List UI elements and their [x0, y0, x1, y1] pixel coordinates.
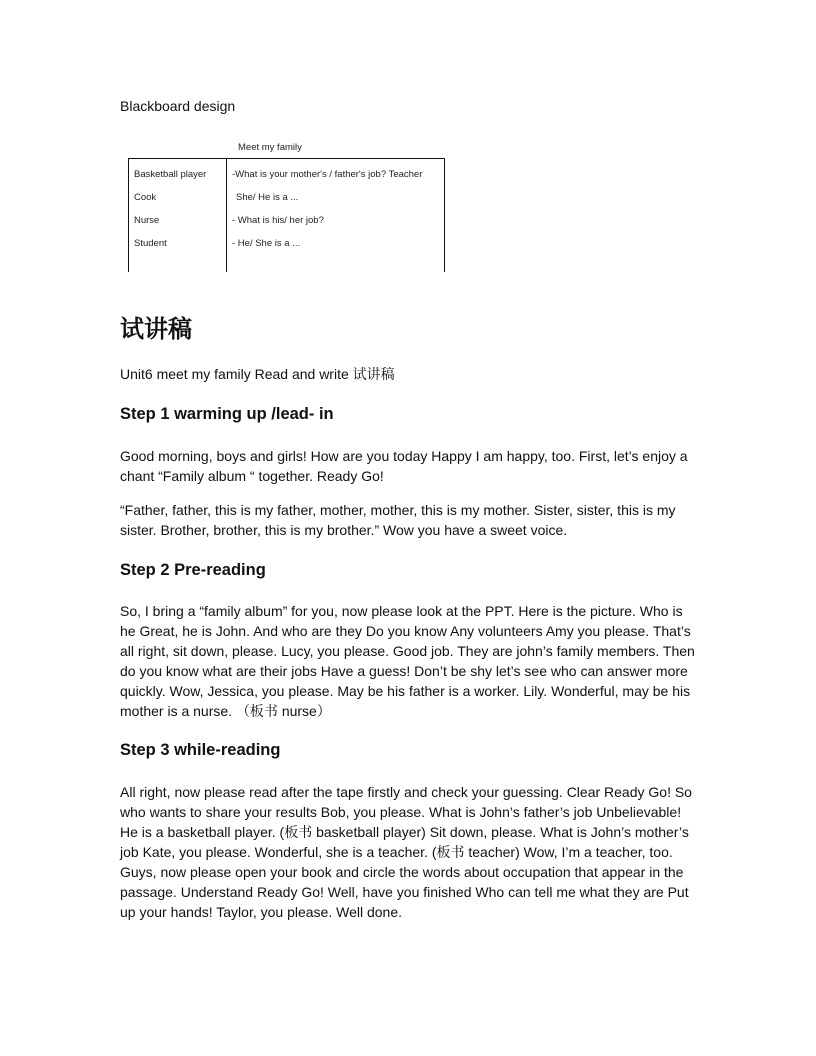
step-1-paragraph-2: “Father, father, this is my father, mother, mother, this is my mother. Sister, sister, this is my sister. Brother, brother, this is my brother.” Wow you have a sweet voice. [120, 502, 676, 538]
blackboard-right-item: - What is his/ her job? [232, 215, 324, 226]
blackboard-left-item: Basketball player [134, 169, 207, 180]
step-1-title: Step 1 warming up /lead- in [120, 405, 334, 423]
lesson-subtitle: Unit6 meet my family Read and write 试讲稿 [120, 366, 395, 382]
step-3-title: Step 3 while-reading [120, 741, 281, 759]
blackboard-title: Meet my family [238, 142, 302, 153]
blackboard-right-item: She/ He is a ... [236, 192, 299, 203]
blackboard-right-item: -What is your mother's / father's job? Teacher [232, 169, 423, 180]
blackboard-right-item: - He/ She is a ... [232, 238, 301, 249]
step-2-paragraph-1: So, I bring a “family album” for you, now please look at the PPT. Here is the picture. Who is he Great, he is John. And who are they Do you know Any volunteers Amy you please. That’s all right, sit down, please. Lucy, you please. Good job. They are john’s family members. Then do you know what are their jobs Have a guess! Don’t be shy let’s see who can answer more quickly. Wow, Jessica, you please. May be his father is a worker. Lily. Wonderful, may be his mother is a nurse. （板书 nurse） [120, 603, 695, 719]
blackboard-top-border [128, 158, 445, 159]
blackboard-divider [226, 158, 227, 272]
blackboard-label: Blackboard design [120, 98, 236, 114]
blackboard-left-border [128, 158, 129, 272]
page-heading: 试讲稿 [120, 315, 192, 343]
step-2-title: Step 2 Pre-reading [120, 561, 266, 579]
blackboard-left-item: Cook [134, 192, 157, 203]
step-3-paragraph-1: All right, now please read after the tape firstly and check your guessing. Clear Ready Go! So who wants to share your results Bob, you please. What is John’s father’s job Unbelievable! He is a basketball player. (板书 basketball player) Sit down, please. What is John’s mother’s job Kate, you please. Wonderful, she is a teacher. (板书 teacher) Wow, I’m a teacher, too. Guys, now please open your book and circle the words about occupation that appear in the passage. Understand Ready Go! Well, have you finished Who can tell me what they are Put up your hands! Taylor, you please. Well done. [120, 784, 692, 920]
blackboard-left-item: Student [134, 238, 167, 249]
step-1-paragraph-1: Good morning, boys and girls! How are you today Happy I am happy, too. First, let’s enjoy a chant “Family album “ together. Ready Go! [120, 448, 688, 484]
blackboard-diagram [128, 140, 446, 273]
blackboard-right-border [444, 158, 445, 272]
blackboard-left-item: Nurse [134, 215, 160, 226]
